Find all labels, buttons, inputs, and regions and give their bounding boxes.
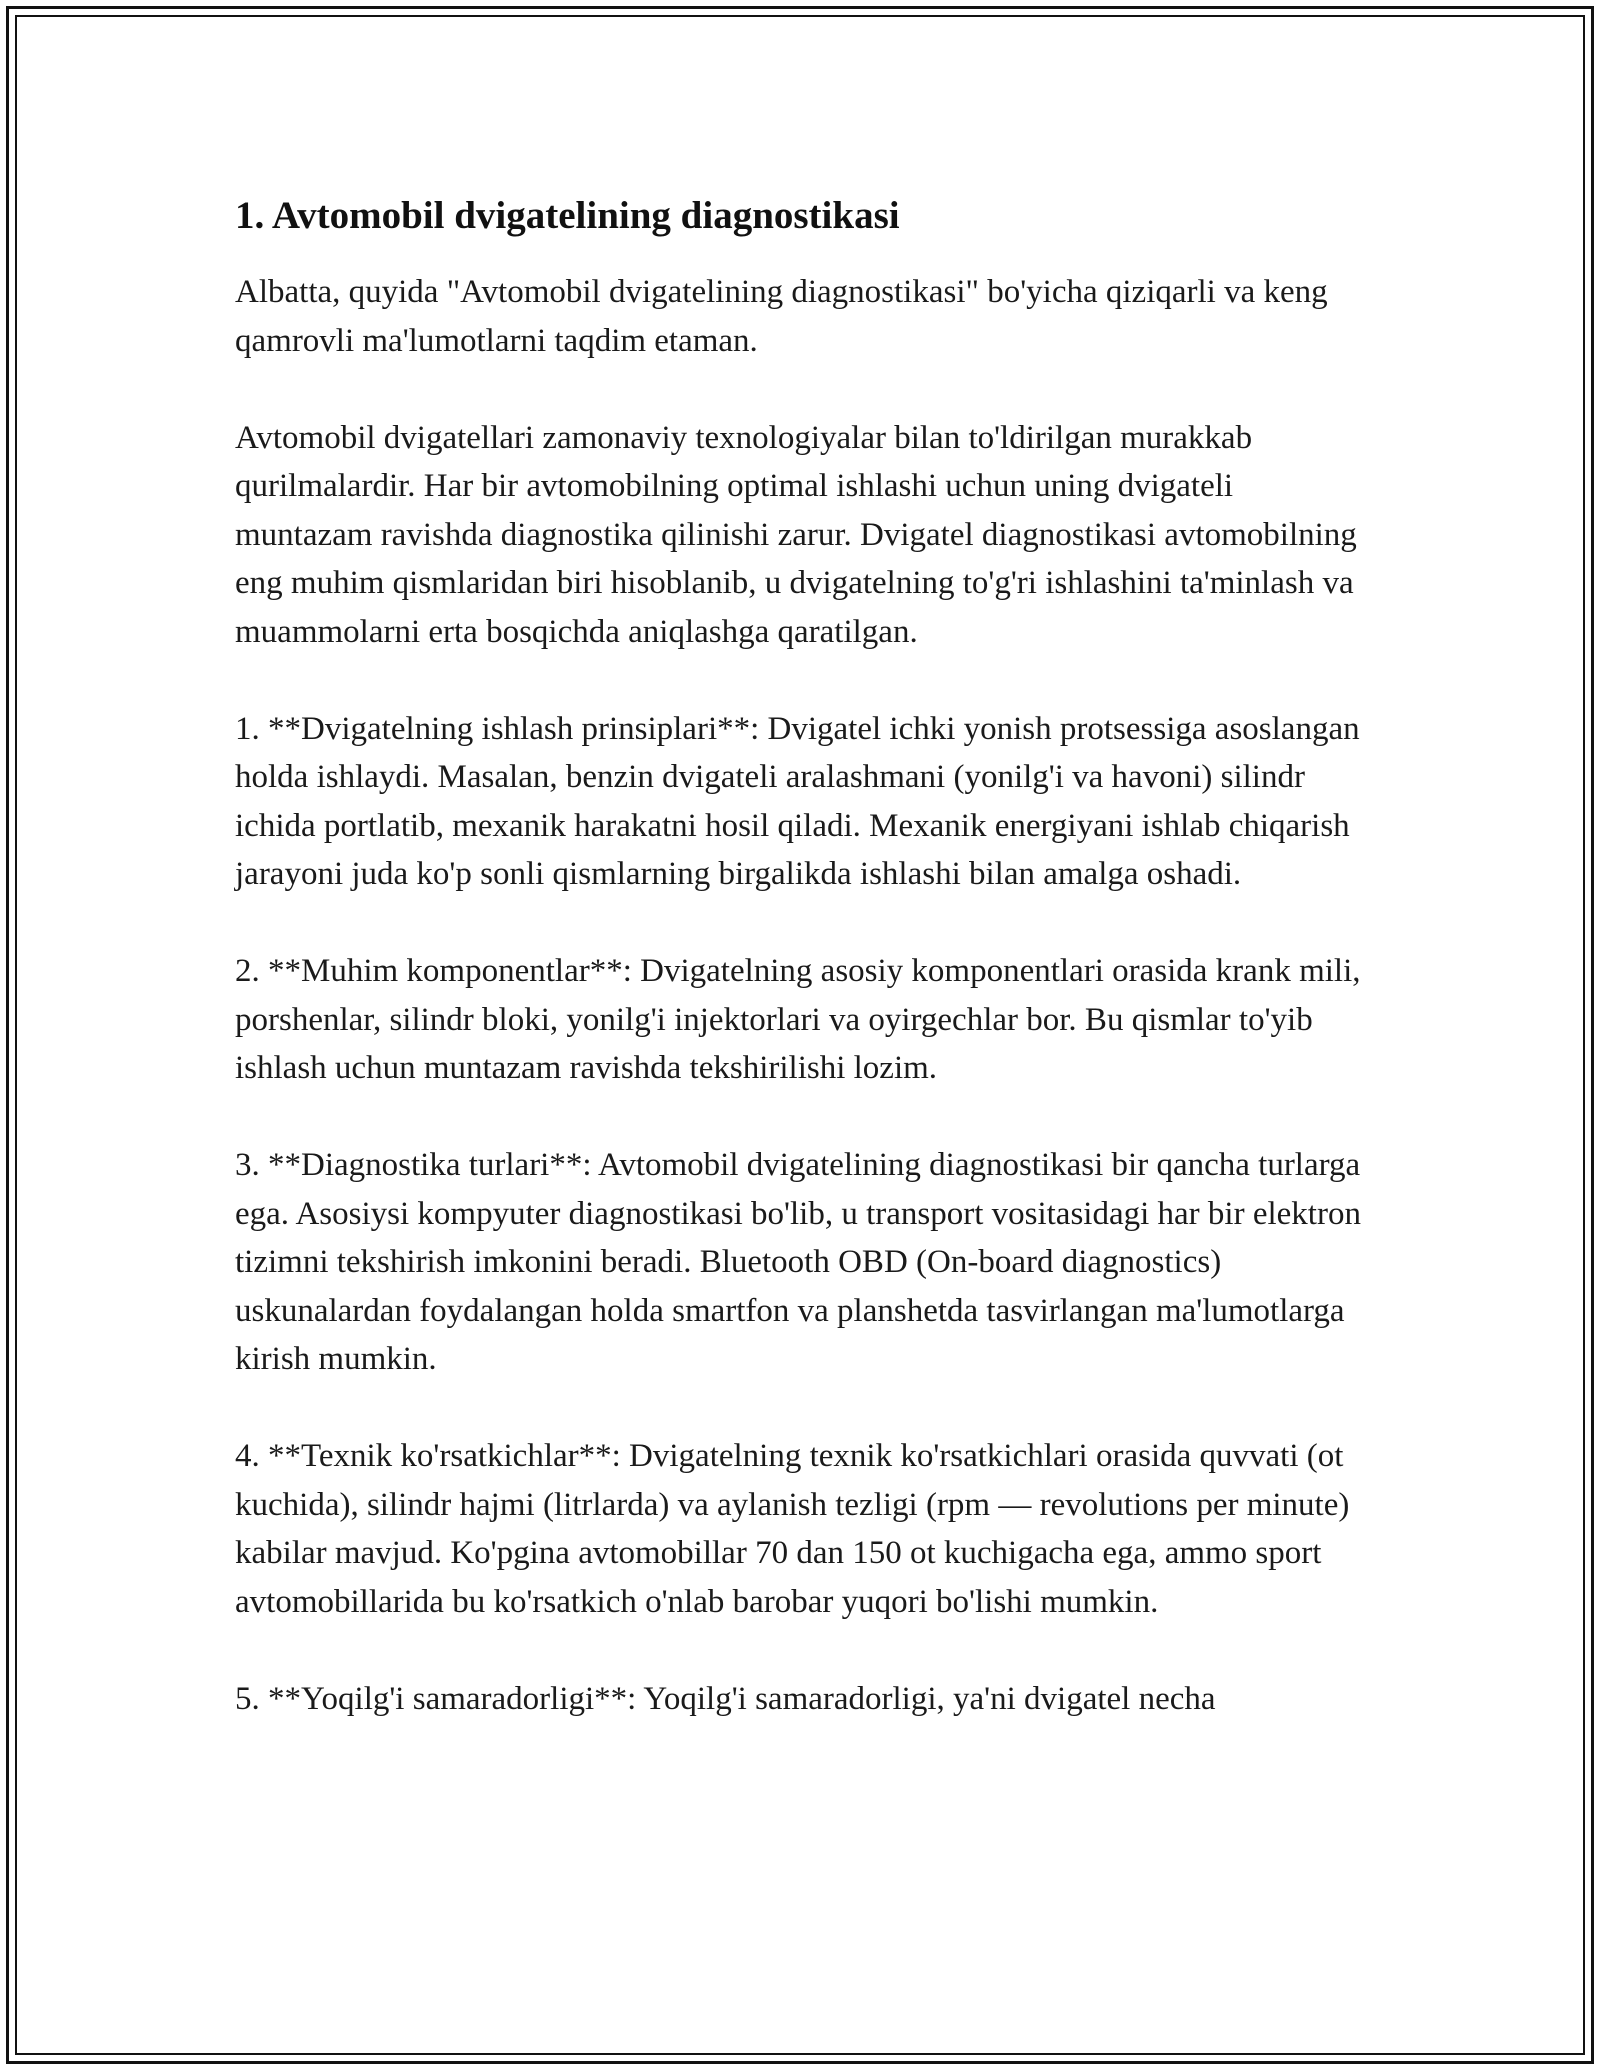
paragraph-item-1: 1. **Dvigatelning ishlash prinsiplari**: Dvigatel ichki yonish protsessiga asoslangan holda ishlaydi. Masalan, benzin dvigateli aralashmani (yonilg'i va havoni) silindr ichida portlatib, mexanik harakatni hosil qiladi. Mexanik energiyani ishlab chiqarish jarayoni juda ko'p sonli qismlarning birgalikda ishlashi bilan amalga oshadi. bbox=[235, 710, 1360, 892]
paragraph-item-5: 5. **Yoqilg'i samaradorligi**: Yoqilg'i samaradorligi, ya'ni dvigatel necha bbox=[235, 1680, 1216, 1717]
paragraph-overview: Avtomobil dvigatellari zamonaviy texnologiyalar bilan to'ldirilgan murakkab qurilmalardir. Har bir avtomobilning optimal ishlashi uchun uning dvigateli muntazam ravishda diagnostika qilinishi zarur. Dvigatel diagnostikasi avtomobilning eng muhim qismlaridan biri hisoblanib, u dvigatelning to'g'ri ishlashini ta'minlash va muammolarni erta bosqichda aniqlashga qaratilgan. bbox=[235, 419, 1357, 650]
paragraph-intro: Albatta, quyida "Avtomobil dvigatelining diagnostikasi" bo'yicha qiziqarli va keng qamrovli ma'lumotlarni taqdim etaman. bbox=[235, 274, 1328, 359]
document-body bbox=[235, 180, 1375, 1772]
paragraph-item-2: 2. **Muhim komponentlar**: Dvigatelning asosiy komponentlari orasida krank mili, porshenlar, silindr bloki, yonilg'i injektorlari va oyirgechlar bor. Bu qismlar to'yib ishlash uchun muntazam ravishda tekshirilishi lozim. bbox=[235, 953, 1361, 1086]
paragraph-item-3: 3. **Diagnostika turlari**: Avtomobil dvigatelining diagnostikasi bir qancha turlarga ega. Asosiysi kompyuter diagnostikasi bo'lib, u transport vositasidagi har bir elektron tizimni tekshirish imkonini beradi. Bluetooth OBD (On-board diagnostics) uskunalardan foydalangan holda smartfon va planshetda tasvirlangan ma'lumotlarga kirish mumkin. bbox=[235, 1147, 1361, 1377]
paragraph-item-4: 4. **Texnik ko'rsatkichlar**: Dvigatelning texnik ko'rsatkichlari orasida quvvati (ot kuchida), silindr hajmi (litrlarda) va aylanish tezligi (rpm — revolutions per minute) kabilar mavjud. Ko'pgina avtomobillar 70 dan 150 ot kuchigacha ega, ammo sport avtomobillarida bu ko'rsatkich o'nlab barobar yuqori bo'lishi mumkin. bbox=[235, 1438, 1350, 1620]
document-title: 1. Avtomobil dvigatelining diagnostikasi bbox=[235, 194, 900, 237]
